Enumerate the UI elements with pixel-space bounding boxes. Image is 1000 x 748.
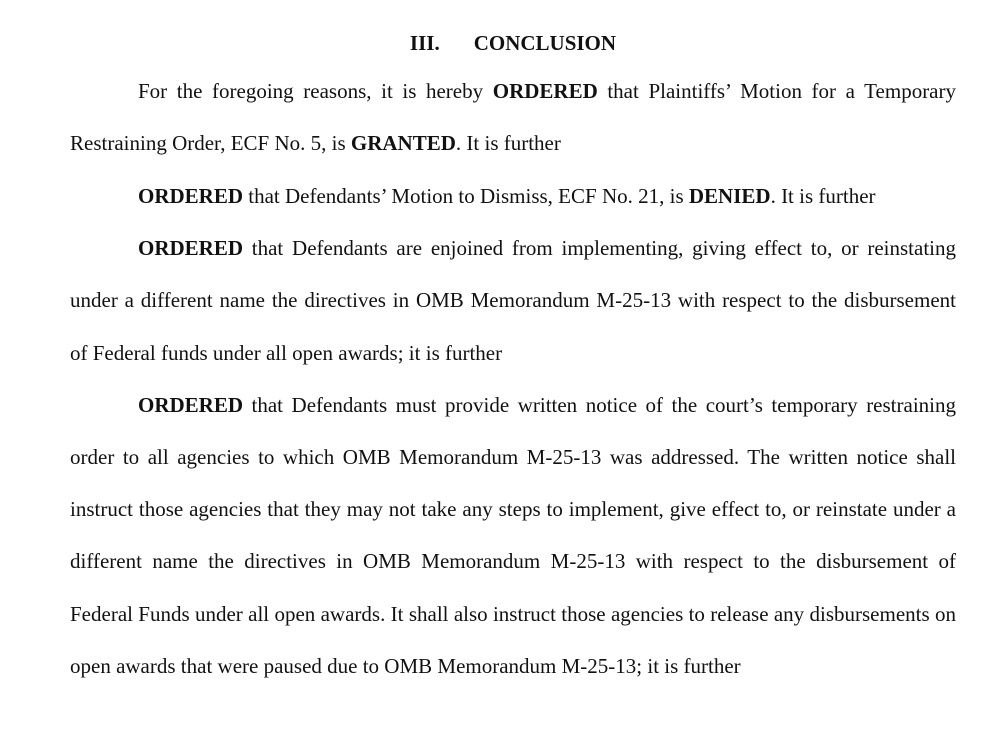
- p1-ordered-keyword: ORDERED: [492, 79, 598, 103]
- section-number: III.: [409, 31, 440, 55]
- p3-ordered-keyword: ORDERED: [138, 236, 244, 260]
- paragraph-injunction: [70, 222, 956, 379]
- p1-text-2: that Plaintiffs’ Motion for a Temporary Restraining Order, ECF No. 5, is: [70, 79, 956, 156]
- p2-text-2: . It is further: [770, 183, 876, 208]
- section-title: CONCLUSION: [473, 31, 617, 55]
- section-heading: [70, 28, 956, 58]
- p4-text-1: that Defendants must provide written notice of the court’s temporary restraining order to all agencies to which OMB Memorandum M-25-13 was addressed. The written notice shall instruct those agencies that they may not take any steps to implement, give effect to, or reinstate under a different name the directives in OMB Memorandum M-25-13 with respect to the disbursement of Federal Funds under all open awards. It shall also instruct those agencies to release any disbursements on open awards that were paused due to OMB Memorandum M-25-13; it is further: [70, 392, 956, 678]
- p1-text-1: For the foregoing reasons, it is hereby: [138, 79, 493, 103]
- p2-denied-keyword: DENIED: [688, 183, 771, 208]
- paragraph-denied-motion: [70, 170, 956, 222]
- p1-granted-keyword: GRANTED: [350, 131, 456, 156]
- paragraph-granted-motion: [70, 65, 956, 170]
- p3-text-1: that Defendants are enjoined from implementing, giving effect to, or reinstating under a different name the directives in OMB Memorandum M-25-13 with respect to the disbursement of Federal funds under all open awards; it is further: [70, 236, 956, 365]
- p2-text-1: that Defendants’ Motion to Dismiss, ECF No. 21, is: [243, 183, 689, 208]
- paragraph-written-notice: [70, 379, 956, 693]
- p1-text-3: . It is further: [455, 131, 561, 156]
- p4-ordered-keyword: ORDERED: [138, 392, 244, 417]
- p2-ordered-keyword: ORDERED: [138, 183, 244, 208]
